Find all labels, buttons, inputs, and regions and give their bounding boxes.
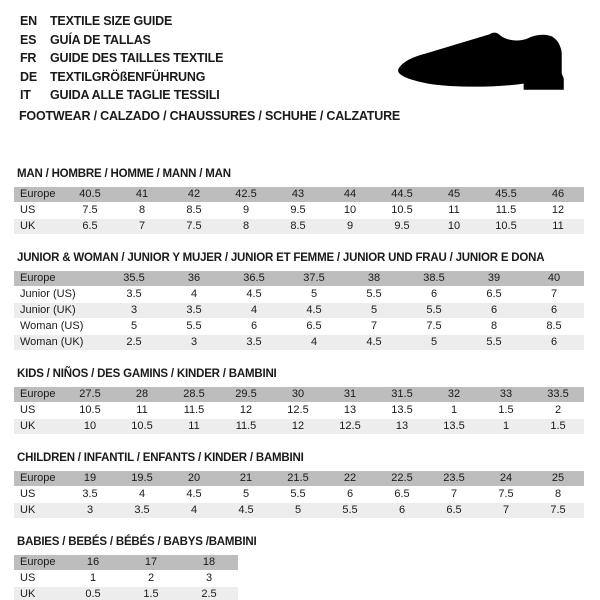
size-cell: 7.5 (480, 487, 532, 502)
size-cell: 10.5 (64, 403, 116, 418)
size-cell: 42.5 (220, 187, 272, 202)
size-cell: 43 (272, 187, 324, 202)
size-cell: 28.5 (168, 387, 220, 402)
size-cell: 7 (116, 219, 168, 234)
size-cell: 40 (524, 271, 584, 286)
size-cell: 11.5 (480, 203, 532, 218)
size-cell: 3.5 (164, 303, 224, 318)
size-cell: 13.5 (428, 419, 480, 434)
size-cell: 1.5 (122, 587, 180, 600)
size-table (14, 386, 584, 435)
language-label: GUÍA DE TALLAS (50, 32, 151, 47)
size-cell: 10 (64, 419, 116, 434)
size-cell: 5 (404, 335, 464, 350)
size-cell: 12 (532, 203, 584, 218)
row-label-cell: UK (14, 219, 64, 234)
size-cell: 20 (168, 471, 220, 486)
size-cell: 31 (324, 387, 376, 402)
size-table-section (14, 536, 588, 600)
size-cell: 44.5 (376, 187, 428, 202)
section-title: JUNIOR & WOMAN / JUNIOR Y MUJER / JUNIOR ET FEMME / JUNIOR UND FRAU / JUNIOR E DONA (17, 252, 545, 264)
size-cell: 9.5 (272, 203, 324, 218)
size-cell: 22.5 (376, 471, 428, 486)
size-cell: 3.5 (116, 503, 168, 518)
table-row (14, 419, 584, 434)
size-table-section (14, 252, 588, 351)
size-cell: 4 (168, 503, 220, 518)
size-cell: 5.5 (324, 503, 376, 518)
size-cell: 9 (220, 203, 272, 218)
size-cell: 12.5 (324, 419, 376, 434)
size-cell: 8.5 (272, 219, 324, 234)
size-cell: 46 (532, 187, 584, 202)
size-cell: 2.5 (104, 335, 164, 350)
size-cell: 4.5 (344, 335, 404, 350)
section-title: KIDS / NIÑOS / DES GAMINS / KINDER / BAMBINI (17, 368, 277, 380)
size-cell: 8 (220, 219, 272, 234)
section-title: MAN / HOMBRE / HOMME / MANN / MAN (17, 168, 231, 180)
size-cell: 6 (524, 335, 584, 350)
table-row (14, 487, 584, 502)
size-cell: 1 (428, 403, 480, 418)
size-cell: 7.5 (168, 219, 220, 234)
size-cell: 4 (164, 287, 224, 302)
size-cell: 4 (284, 335, 344, 350)
size-cell: 6 (224, 319, 284, 334)
size-cell: 11.5 (220, 419, 272, 434)
size-cell: 2.5 (180, 587, 238, 600)
size-cell: 5.5 (344, 287, 404, 302)
row-label-cell: Europe (14, 187, 64, 202)
size-cell: 10.5 (116, 419, 168, 434)
row-label-cell: US (14, 403, 64, 418)
size-cell: 3 (64, 503, 116, 518)
size-cell: 4.5 (168, 487, 220, 502)
size-cell: 31.5 (376, 387, 428, 402)
size-table-section (14, 368, 588, 435)
language-code: DE (20, 69, 37, 84)
size-cell: 4 (116, 487, 168, 502)
size-cell: 11 (168, 419, 220, 434)
size-cell: 6 (324, 487, 376, 502)
table-row (14, 187, 584, 202)
language-code: IT (20, 88, 31, 102)
size-cell: 6 (524, 303, 584, 318)
table-row (14, 471, 584, 486)
size-cell: 7.5 (64, 203, 116, 218)
size-cell: 1.5 (480, 403, 532, 418)
table-row (14, 571, 238, 586)
size-cell: 36.5 (224, 271, 284, 286)
size-cell: 42 (168, 187, 220, 202)
size-cell: 12 (220, 403, 272, 418)
size-cell: 36 (164, 271, 224, 286)
size-cell: 6.5 (284, 319, 344, 334)
size-cell: 1 (64, 571, 122, 586)
row-label-cell: Europe (14, 387, 64, 402)
language-label: GUIDE DES TAILLES TEXTILE (50, 51, 224, 65)
size-cell: 8 (464, 319, 524, 334)
size-cell: 5 (344, 303, 404, 318)
language-code: EN (20, 14, 37, 28)
size-cell: 12 (272, 419, 324, 434)
size-cell: 10.5 (480, 219, 532, 234)
size-cell: 13 (376, 419, 428, 434)
size-cell: 21.5 (272, 471, 324, 486)
size-cell: 6.5 (464, 287, 524, 302)
size-cell: 6.5 (428, 503, 480, 518)
size-cell: 10.5 (376, 203, 428, 218)
size-cell: 13 (324, 403, 376, 418)
size-cell: 5 (220, 487, 272, 502)
table-row (14, 287, 584, 302)
table-row (14, 219, 584, 234)
size-cell: 35.5 (104, 271, 164, 286)
language-label: GUIDA ALLE TAGLIE TESSILI (50, 88, 220, 102)
size-cell: 45.5 (480, 187, 532, 202)
size-cell: 7 (428, 487, 480, 502)
size-cell: 6.5 (64, 219, 116, 234)
size-cell: 11 (532, 219, 584, 234)
tables-container (14, 168, 588, 600)
size-cell: 10 (324, 203, 376, 218)
size-cell: 21 (220, 471, 272, 486)
size-cell: 6 (404, 287, 464, 302)
size-cell: 11 (428, 203, 480, 218)
size-table-section (14, 168, 588, 235)
size-cell: 6.5 (376, 487, 428, 502)
size-cell: 22 (324, 471, 376, 486)
size-cell: 5 (284, 287, 344, 302)
size-cell: 2 (122, 571, 180, 586)
table-row (14, 303, 584, 318)
table-row (14, 203, 584, 218)
language-label: TEXTILE SIZE GUIDE (50, 14, 173, 28)
size-cell: 5.5 (272, 487, 324, 502)
language-row (20, 68, 223, 87)
row-label-cell: UK (14, 587, 64, 600)
size-cell: 0.5 (64, 587, 122, 600)
row-label-cell: US (14, 571, 64, 586)
table-row (14, 555, 238, 570)
row-label-cell: Junior (UK) (14, 303, 104, 318)
size-cell: 3.5 (104, 287, 164, 302)
size-table (14, 186, 584, 235)
size-cell: 3.5 (224, 335, 284, 350)
section-title: BABIES / BEBÉS / BÉBÉS / BABYS /BAMBINI (17, 536, 257, 548)
row-label-cell: Europe (14, 471, 64, 486)
size-cell: 12.5 (272, 403, 324, 418)
size-cell: 19 (64, 471, 116, 486)
size-cell: 24 (480, 471, 532, 486)
size-cell: 9.5 (376, 219, 428, 234)
category-line: FOOTWEAR / CALZADO / CHAUSSURES / SCHUHE / CALZATURE (19, 109, 401, 123)
size-cell: 5 (104, 319, 164, 334)
language-code: FR (20, 51, 37, 65)
size-cell: 5.5 (404, 303, 464, 318)
size-cell: 28 (116, 387, 168, 402)
size-cell: 8 (116, 203, 168, 218)
size-cell: 5.5 (164, 319, 224, 334)
size-cell: 5.5 (464, 335, 524, 350)
size-table-section (14, 452, 588, 519)
row-label-cell: Junior (US) (14, 287, 104, 302)
size-cell: 4 (224, 303, 284, 318)
language-row (20, 12, 223, 31)
size-cell: 39 (464, 271, 524, 286)
size-cell: 8 (532, 487, 584, 502)
language-row (20, 86, 223, 105)
size-cell: 25 (532, 471, 584, 486)
table-row (14, 271, 584, 286)
row-label-cell: US (14, 487, 64, 502)
size-cell: 7.5 (532, 503, 584, 518)
size-cell: 11 (116, 403, 168, 418)
size-cell: 6 (376, 503, 428, 518)
size-cell: 17 (122, 555, 180, 570)
language-row (20, 49, 223, 68)
size-cell: 33.5 (532, 387, 584, 402)
row-label-cell: Woman (UK) (14, 335, 104, 350)
size-cell: 5 (272, 503, 324, 518)
table-row (14, 319, 584, 334)
table-row (14, 587, 238, 600)
size-cell: 23.5 (428, 471, 480, 486)
size-cell: 32 (428, 387, 480, 402)
row-label-cell: UK (14, 503, 64, 518)
section-title: CHILDREN / INFANTIL / ENFANTS / KINDER / BAMBINI (17, 452, 304, 464)
shoe-icon (392, 30, 572, 94)
size-table (14, 470, 584, 519)
size-cell: 37.5 (284, 271, 344, 286)
size-cell: 18 (180, 555, 238, 570)
size-cell: 2 (532, 403, 584, 418)
size-cell: 44 (324, 187, 376, 202)
size-table (14, 270, 584, 351)
size-cell: 10 (428, 219, 480, 234)
language-list (20, 12, 223, 105)
size-cell: 7 (480, 503, 532, 518)
size-cell: 8.5 (168, 203, 220, 218)
size-cell: 3 (164, 335, 224, 350)
size-cell: 40.5 (64, 187, 116, 202)
row-label-cell: Europe (14, 555, 64, 570)
table-row (14, 335, 584, 350)
size-cell: 7.5 (404, 319, 464, 334)
size-cell: 7 (524, 287, 584, 302)
size-cell: 45 (428, 187, 480, 202)
row-label-cell: Woman (US) (14, 319, 104, 334)
size-cell: 3.5 (64, 487, 116, 502)
size-cell: 13.5 (376, 403, 428, 418)
size-cell: 3 (104, 303, 164, 318)
size-cell: 8.5 (524, 319, 584, 334)
language-row (20, 31, 223, 50)
size-cell: 27.5 (64, 387, 116, 402)
row-label-cell: Europe (14, 271, 104, 286)
size-cell: 4.5 (284, 303, 344, 318)
size-cell: 3 (180, 571, 238, 586)
size-table (14, 554, 238, 600)
size-cell: 6 (464, 303, 524, 318)
size-cell: 38.5 (404, 271, 464, 286)
size-cell: 41 (116, 187, 168, 202)
size-cell: 9 (324, 219, 376, 234)
row-label-cell: US (14, 203, 64, 218)
size-cell: 19.5 (116, 471, 168, 486)
table-row (14, 503, 584, 518)
size-cell: 7 (344, 319, 404, 334)
size-cell: 1 (480, 419, 532, 434)
table-row (14, 403, 584, 418)
size-cell: 1.5 (532, 419, 584, 434)
row-label-cell: UK (14, 419, 64, 434)
size-cell: 38 (344, 271, 404, 286)
size-cell: 4.5 (220, 503, 272, 518)
language-code: ES (20, 32, 37, 47)
table-row (14, 387, 584, 402)
size-cell: 29.5 (220, 387, 272, 402)
size-cell: 30 (272, 387, 324, 402)
size-cell: 33 (480, 387, 532, 402)
size-cell: 16 (64, 555, 122, 570)
size-cell: 11.5 (168, 403, 220, 418)
size-cell: 4.5 (224, 287, 284, 302)
language-label: TEXTILGRÖßENFÜHRUNG (50, 69, 206, 84)
